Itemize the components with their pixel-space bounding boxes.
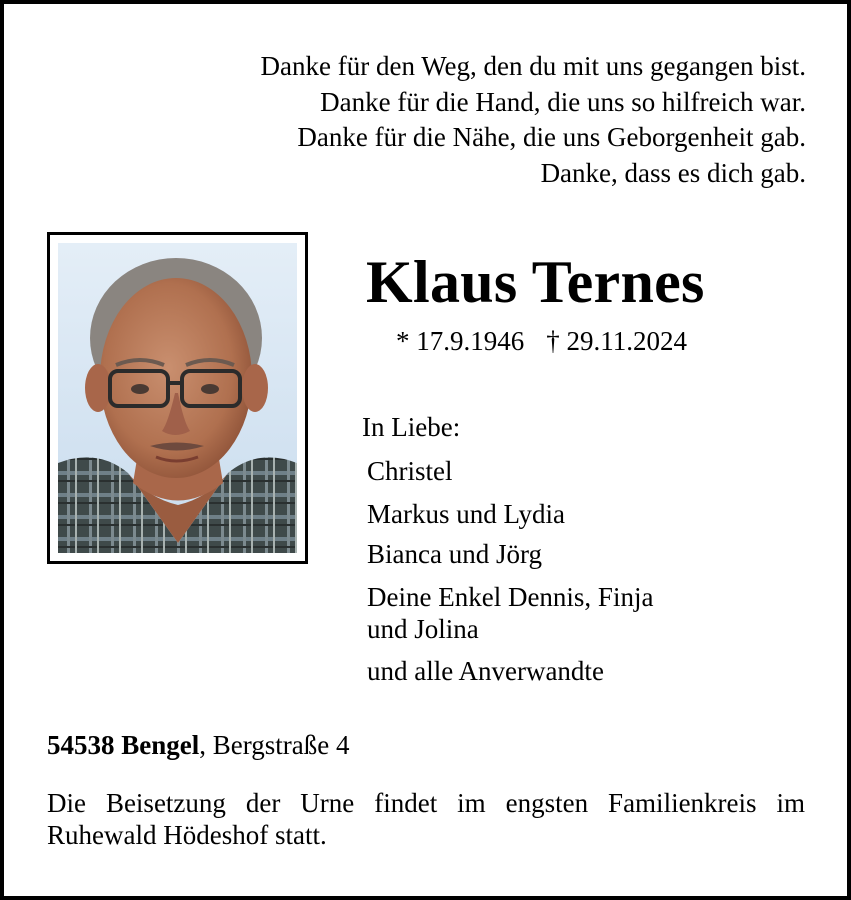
deceased-name: Klaus Ternes	[366, 249, 705, 315]
burial-notice: Die Beisetzung der Urne findet im engsten Familienkreis im Ruhewald Hödeshof statt.	[47, 788, 805, 850]
mourner-entry: Bianca und Jörg	[367, 539, 542, 569]
address-place: 54538 Bengel	[47, 730, 200, 760]
mourner-entry: und alle Anverwandte	[367, 656, 604, 686]
mourner-entry: Deine Enkel Dennis, Finja und Jolina	[367, 582, 654, 644]
life-dates	[396, 326, 687, 357]
birth-date: * 17.9.1946	[396, 326, 525, 356]
mourner-entry: Christel	[367, 456, 453, 486]
poem-line: Danke für die Hand, die uns so hilfreich war.	[320, 86, 806, 117]
family-address	[47, 730, 349, 761]
portrait-frame	[47, 232, 308, 564]
poem-line: Danke für die Nähe, die uns Geborgenheit gab.	[297, 122, 806, 152]
mourners-intro: In Liebe:	[362, 412, 461, 442]
poem-line: Danke, dass es dich gab.	[540, 157, 806, 188]
address-street: , Bergstraße 4	[199, 730, 350, 760]
portrait-photo	[58, 243, 297, 553]
poem	[261, 49, 806, 191]
mourner-entry: Markus und Lydia	[367, 499, 565, 529]
death-date: † 29.11.2024	[546, 326, 687, 356]
poem-line: Danke für den Weg, den du mit uns gegangen bist.	[260, 51, 806, 81]
